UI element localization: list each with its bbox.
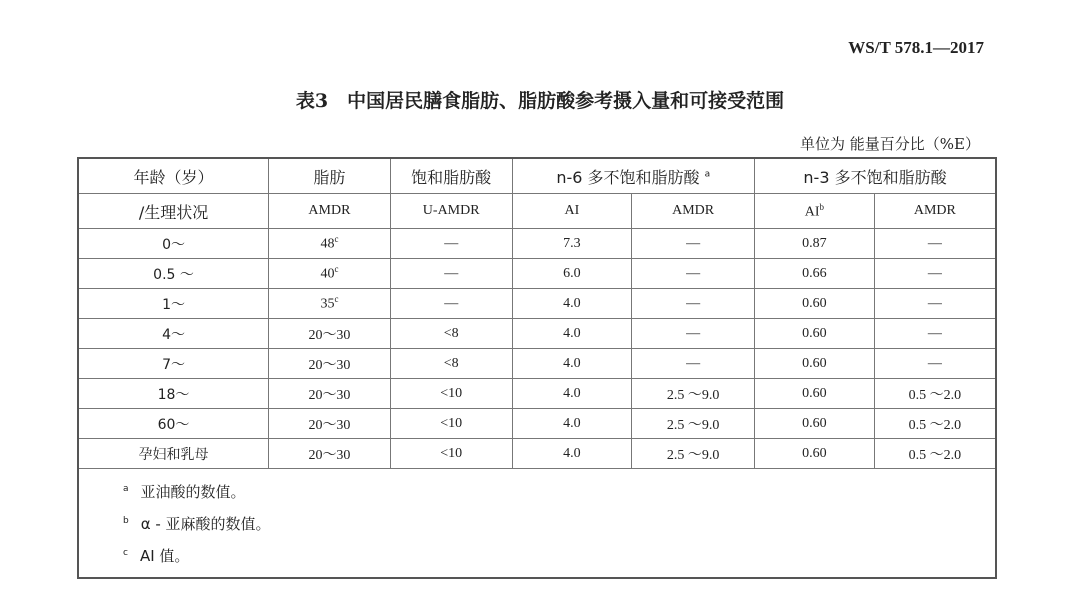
footnotes [78, 469, 996, 579]
sub-n3-amdr: AMDR [874, 194, 996, 229]
cell-value: 0.60 [802, 295, 827, 311]
cell-value: — [927, 295, 942, 311]
cell-value: — [686, 235, 701, 251]
cell-value: 孕妇和乳母 [138, 446, 209, 463]
table-cell [390, 379, 512, 409]
cell-value: 2.5 ～9.0 [666, 417, 720, 433]
cell-value: — [686, 265, 701, 281]
cell-value: 35 [320, 296, 335, 312]
cell-value: 40 [320, 266, 335, 282]
header-n3: n-3 多不饱和脂肪酸 [755, 158, 997, 194]
table-cell [632, 319, 755, 349]
cell-value: 0.60 [802, 355, 827, 371]
table-cell [512, 349, 632, 379]
cell-value: — [927, 355, 942, 371]
table-cell [512, 439, 632, 469]
cell-value: 4.0 [563, 445, 581, 461]
cell-value: 0.60 [802, 325, 827, 341]
table-cell [632, 349, 755, 379]
footnote-text: 亚油酸的数值。 [140, 483, 246, 501]
table-cell [874, 289, 996, 319]
cell-value: 7.3 [563, 235, 581, 251]
sub-n3-ai [755, 194, 875, 229]
table-cell [755, 349, 875, 379]
table-cell [390, 319, 512, 349]
table-row [78, 319, 996, 349]
table-cell [390, 439, 512, 469]
cell-value: 4.0 [563, 355, 581, 371]
cell-value: <10 [440, 445, 463, 461]
table-title: 表3 中国居民膳食脂肪、脂肪酸参考摄入量和可接受范围 [295, 90, 785, 112]
cell-value: — [444, 295, 459, 311]
table-cell [390, 289, 512, 319]
cell-value: 2.5 ～9.0 [666, 387, 720, 403]
table-cell [874, 439, 996, 469]
cell-value: — [444, 235, 459, 251]
cell-sup: c [334, 294, 339, 305]
cell-value: 48 [320, 236, 335, 252]
cell-value: 0.60 [802, 415, 827, 431]
cell-value: 0.5 ～2.0 [908, 387, 962, 403]
table-cell [874, 409, 996, 439]
sub-sfa-uamdr: U-AMDR [390, 194, 512, 229]
table-cell [78, 379, 269, 409]
table-cell [269, 379, 391, 409]
cell-value: — [444, 265, 459, 281]
intake-table [77, 157, 997, 579]
cell-value: — [686, 325, 701, 341]
table-cell [512, 319, 632, 349]
footnote [123, 539, 995, 571]
table-cell [755, 229, 875, 259]
cell-value: — [927, 265, 942, 281]
cell-value: 0.60 [802, 445, 827, 461]
table-row [78, 439, 996, 469]
cell-value: 0～ [162, 236, 185, 253]
cell-sup: c [334, 264, 339, 275]
cell-value: 20～30 [308, 417, 351, 433]
table-cell [632, 259, 755, 289]
cell-value: <10 [440, 415, 463, 431]
table-cell [390, 349, 512, 379]
table-cell [78, 259, 269, 289]
table-cell [874, 349, 996, 379]
cell-value: 0.5 ～2.0 [908, 417, 962, 433]
table-cell [512, 289, 632, 319]
cell-value: 6.0 [563, 265, 581, 281]
n3-ai-sup: b [819, 201, 824, 212]
cell-value: 4.0 [563, 325, 581, 341]
cell-value: 1～ [162, 296, 185, 313]
header-sfa: 饱和脂肪酸 [390, 158, 512, 194]
cell-value: 4.0 [563, 385, 581, 401]
cell-value: — [927, 235, 942, 251]
cell-value: <8 [443, 355, 459, 371]
table-cell [78, 319, 269, 349]
table-row [78, 379, 996, 409]
table-cell [512, 409, 632, 439]
cell-value: — [927, 325, 942, 341]
table-row [78, 259, 996, 289]
cell-value: 20～30 [308, 447, 351, 463]
table-cell [269, 439, 391, 469]
standard-number: WS/T 578.1—2017 [848, 38, 984, 57]
cell-value: 7～ [162, 356, 185, 373]
footnote-mark: c [123, 548, 128, 558]
table-cell [874, 229, 996, 259]
header-fat: 脂肪 [269, 158, 391, 194]
footnote [123, 507, 995, 539]
table-cell [755, 409, 875, 439]
table-cell [269, 289, 391, 319]
table-cell [632, 439, 755, 469]
cell-sup: c [334, 234, 339, 245]
cell-value: <8 [443, 325, 459, 341]
cell-value: — [686, 355, 701, 371]
n6-sup: a [704, 169, 711, 180]
table-cell [390, 409, 512, 439]
cell-value: 0.87 [802, 235, 827, 251]
cell-value: 0.5 ～2.0 [908, 447, 962, 463]
table-cell [269, 319, 391, 349]
cell-value: 18～ [157, 386, 190, 403]
table-cell [632, 229, 755, 259]
table-cell [632, 289, 755, 319]
table-cell [78, 439, 269, 469]
table-cell [755, 439, 875, 469]
header-n6 [512, 158, 754, 194]
table-cell [755, 259, 875, 289]
cell-value: <10 [440, 385, 463, 401]
table-row [78, 409, 996, 439]
table-cell [755, 319, 875, 349]
n6-label: n-6 多不饱和脂肪酸 [556, 167, 700, 187]
cell-value: 20～30 [308, 327, 351, 343]
cell-value: 0.66 [802, 265, 827, 281]
footnote-mark: b [123, 516, 129, 526]
cell-value: 20～30 [308, 357, 351, 373]
cell-value: — [686, 295, 701, 311]
table-row [78, 349, 996, 379]
footnote-mark: a [123, 484, 129, 494]
table-cell [512, 379, 632, 409]
sub-n6-amdr: AMDR [632, 194, 755, 229]
header-age: 年龄（岁） [78, 158, 269, 194]
cell-value: 60～ [157, 416, 190, 433]
table-cell [512, 259, 632, 289]
cell-value: 0.5 ～ [153, 266, 194, 283]
table-cell [269, 259, 391, 289]
table-cell [78, 409, 269, 439]
header-status: /生理状况 [78, 194, 269, 229]
n3-ai-label: AI [804, 204, 820, 220]
table-cell [269, 229, 391, 259]
sub-n6-ai: AI [512, 194, 632, 229]
sub-fat-amdr: AMDR [269, 194, 391, 229]
unit-note: 单位为 能量百分比（%E） [800, 135, 980, 153]
table-cell [78, 289, 269, 319]
cell-value: 20～30 [308, 387, 351, 403]
footnote [123, 475, 995, 507]
table-cell [874, 379, 996, 409]
cell-value: 0.60 [802, 385, 827, 401]
table-cell [390, 259, 512, 289]
cell-value: 2.5 ～9.0 [666, 447, 720, 463]
table-cell [390, 229, 512, 259]
table-cell [632, 379, 755, 409]
table-cell [874, 319, 996, 349]
footnote-text: α - 亚麻酸的数值。 [140, 515, 271, 533]
table-cell [269, 409, 391, 439]
cell-value: 4.0 [563, 295, 581, 311]
table-cell [512, 229, 632, 259]
cell-value: 4.0 [563, 415, 581, 431]
footnote-text: AI 值。 [139, 547, 190, 565]
table-cell [755, 379, 875, 409]
table-cell [78, 229, 269, 259]
table-cell [269, 349, 391, 379]
table-cell [755, 289, 875, 319]
table-cell [874, 259, 996, 289]
table-row [78, 229, 996, 259]
table-cell [632, 409, 755, 439]
table-row [78, 289, 996, 319]
table-cell [78, 349, 269, 379]
cell-value: 4～ [162, 326, 185, 343]
